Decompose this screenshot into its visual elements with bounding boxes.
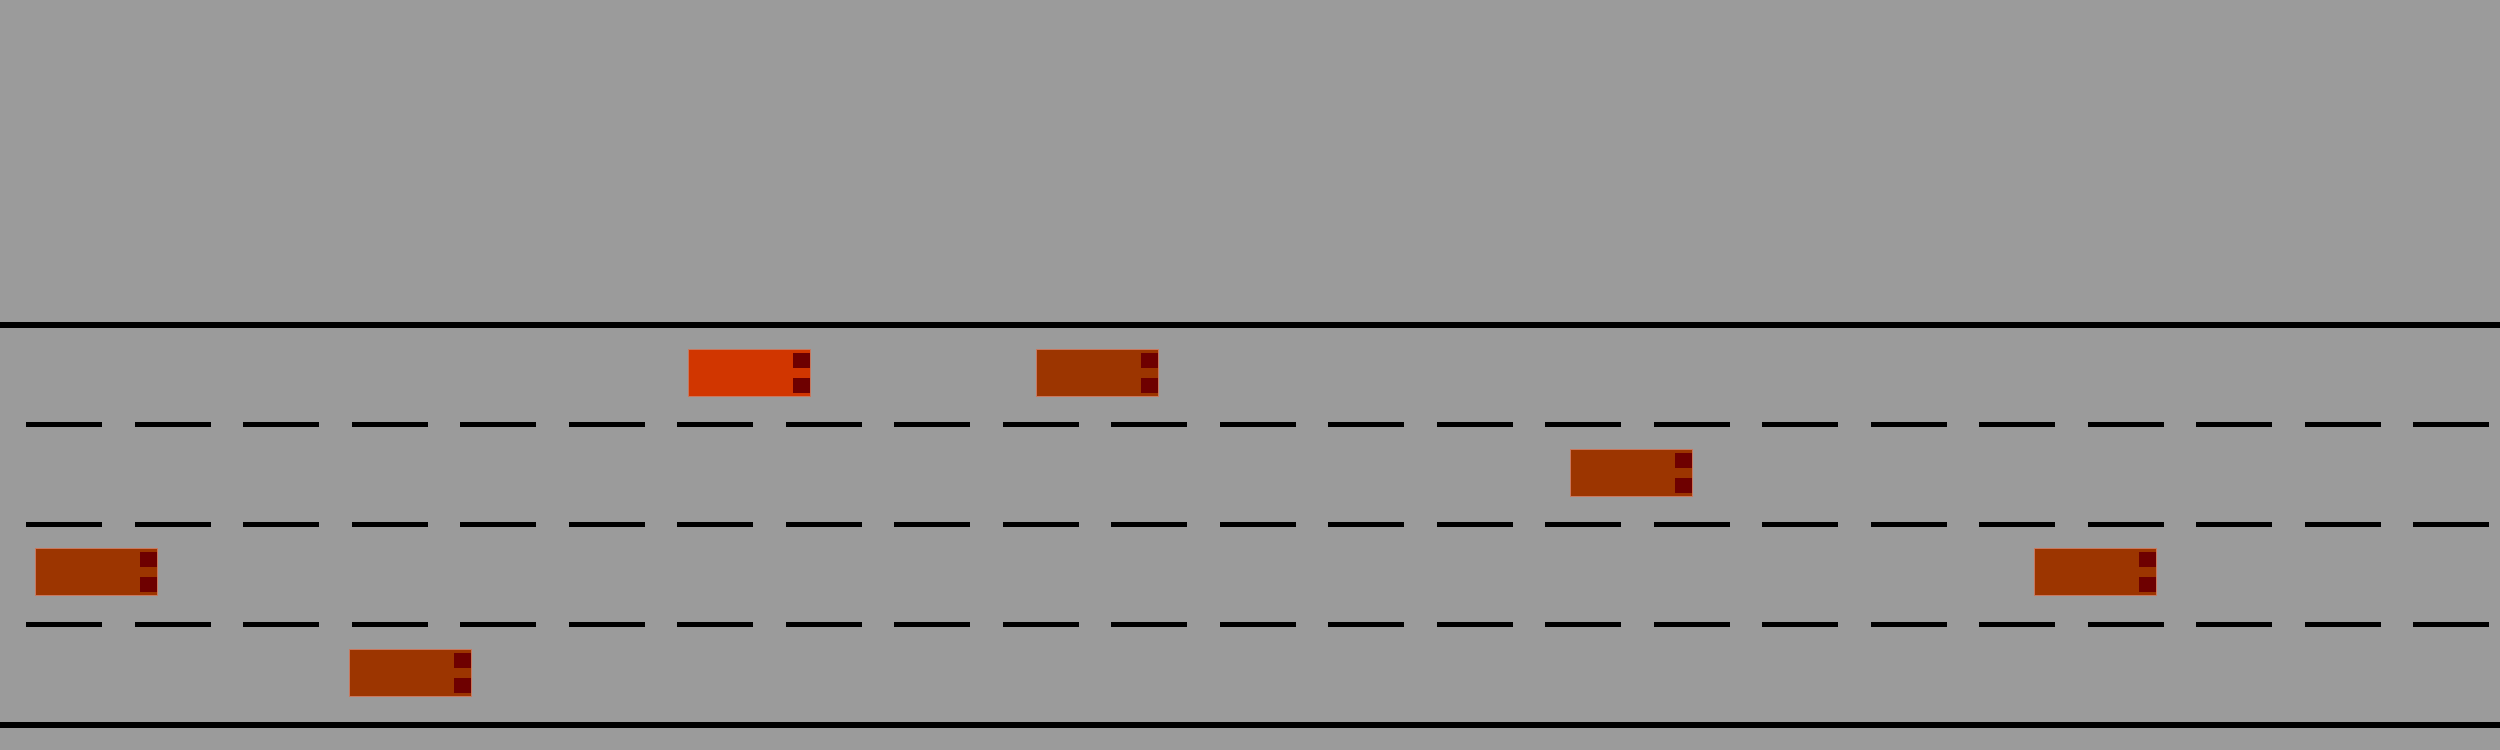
- tail-light-icon: [793, 378, 810, 393]
- lane-dash: [1871, 422, 1947, 427]
- traffic-car: [1570, 449, 1693, 497]
- lane-dash: [1111, 422, 1187, 427]
- ego-car: [688, 349, 811, 397]
- traffic-car: [1036, 349, 1159, 397]
- road-edge-bottom: [0, 722, 2500, 728]
- lane-dash: [1111, 522, 1187, 527]
- lane-dash: [1220, 522, 1296, 527]
- lane-dash: [2196, 522, 2272, 527]
- lane-dash: [135, 622, 211, 627]
- lane-dash: [1871, 522, 1947, 527]
- tail-light-icon: [454, 678, 471, 693]
- tail-light-icon: [2139, 552, 2156, 567]
- lane-dash: [677, 422, 753, 427]
- lane-dash: [1003, 422, 1079, 427]
- lane-dash: [352, 622, 428, 627]
- lane-dash: [26, 622, 102, 627]
- lane-divider-2: [0, 522, 2500, 527]
- lane-dash: [243, 422, 319, 427]
- tail-light-icon: [2139, 577, 2156, 592]
- lane-dash: [569, 622, 645, 627]
- tail-light-icon: [140, 552, 157, 567]
- lane-dash: [569, 522, 645, 527]
- lane-dash: [1762, 622, 1838, 627]
- lane-dash: [460, 422, 536, 427]
- lane-dash: [2413, 422, 2489, 427]
- traffic-car: [35, 548, 158, 596]
- lane-dash: [352, 422, 428, 427]
- lane-dash: [1003, 622, 1079, 627]
- lane-dash: [786, 622, 862, 627]
- lane-dash: [1979, 622, 2055, 627]
- road-edge-top: [0, 322, 2500, 328]
- lane-dash: [1545, 622, 1621, 627]
- tail-light-icon: [140, 577, 157, 592]
- lane-divider-1: [0, 422, 2500, 427]
- lane-dash: [1654, 422, 1730, 427]
- lane-dash: [894, 622, 970, 627]
- lane-dash: [1654, 522, 1730, 527]
- lane-dash: [786, 522, 862, 527]
- lane-dash: [1328, 622, 1404, 627]
- lane-dash: [2088, 622, 2164, 627]
- lane-dash: [1545, 522, 1621, 527]
- lane-dash: [569, 422, 645, 427]
- lane-dash: [1762, 422, 1838, 427]
- lane-dash: [243, 522, 319, 527]
- lane-dash: [26, 422, 102, 427]
- lane-dash: [26, 522, 102, 527]
- lane-dash: [1654, 622, 1730, 627]
- tail-light-icon: [1141, 378, 1158, 393]
- lane-dash: [1437, 622, 1513, 627]
- tail-light-icon: [1675, 453, 1692, 468]
- tail-light-icon: [454, 653, 471, 668]
- lane-dash: [677, 522, 753, 527]
- lane-dash: [135, 422, 211, 427]
- lane-dash: [786, 422, 862, 427]
- lane-dash: [1979, 522, 2055, 527]
- lane-dash: [1003, 522, 1079, 527]
- lane-dash: [1762, 522, 1838, 527]
- lane-dash: [1328, 422, 1404, 427]
- lane-dash: [2196, 622, 2272, 627]
- lane-dash: [1979, 422, 2055, 427]
- lane-dash: [2413, 522, 2489, 527]
- lane-dash: [1220, 422, 1296, 427]
- lane-dash: [2088, 422, 2164, 427]
- lane-dash: [2305, 422, 2381, 427]
- lane-dash: [2413, 622, 2489, 627]
- lane-dash: [894, 422, 970, 427]
- lane-dash: [1437, 422, 1513, 427]
- lane-dash: [2305, 622, 2381, 627]
- lane-dash: [1871, 622, 1947, 627]
- lane-dash: [460, 522, 536, 527]
- lane-dash: [1545, 422, 1621, 427]
- lane-dash: [2305, 522, 2381, 527]
- lane-dash: [1220, 622, 1296, 627]
- lane-dash: [352, 522, 428, 527]
- lane-dash: [243, 622, 319, 627]
- lane-dash: [894, 522, 970, 527]
- tail-light-icon: [793, 353, 810, 368]
- traffic-car: [2034, 548, 2157, 596]
- lane-dash: [135, 522, 211, 527]
- lane-divider-3: [0, 622, 2500, 627]
- lane-dash: [460, 622, 536, 627]
- lane-dash: [2088, 522, 2164, 527]
- lane-dash: [1111, 622, 1187, 627]
- lane-dash: [677, 622, 753, 627]
- tail-light-icon: [1141, 353, 1158, 368]
- traffic-car: [349, 649, 472, 697]
- lane-dash: [2196, 422, 2272, 427]
- tail-light-icon: [1675, 478, 1692, 493]
- lane-dash: [1437, 522, 1513, 527]
- lane-dash: [1328, 522, 1404, 527]
